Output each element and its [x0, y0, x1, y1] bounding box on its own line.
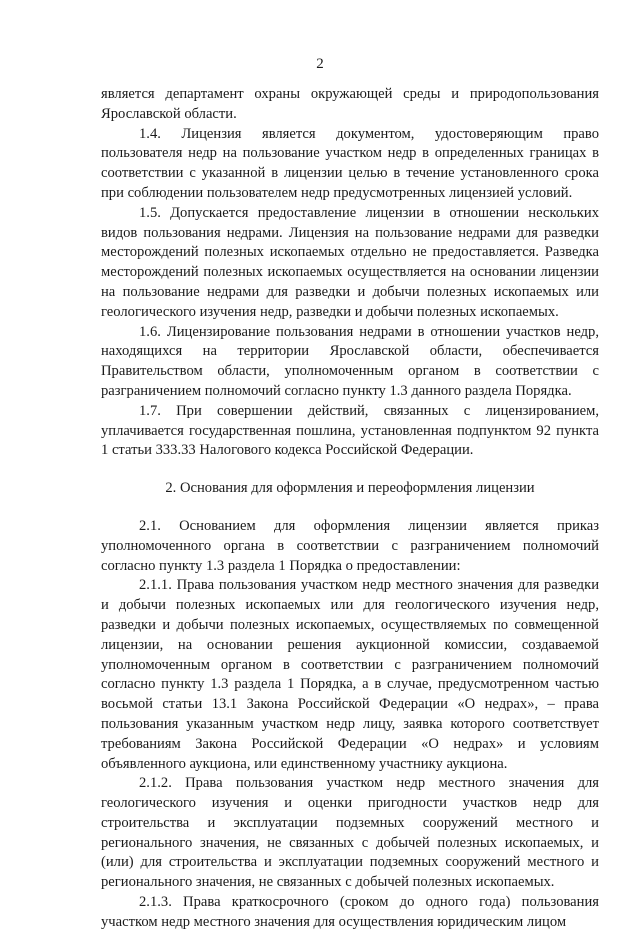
paragraph-2-1-1: 2.1.1. Права пользования участком недр местного значения для разведки и добычи полезных ископаемых или для геологического изучения недр, разведки и добычи полезных ископаемых, осуществляемых по совмещенной лицензии, на основании решения аукционной комиссии, создаваемой уполномоченным органом в соответствии с разграничением полномочий согласно пункту 1.3 раздела 1 Порядка, а в случае, предусмотренном частью восьмой статьи 13.1 Закона Российской Федерации «О недрах», – права пользования указанным участком недр лицу, заявка которого соответствует требованиям Закона Российской Федерации «О недрах» и условиям объявленного аукциона, или единственному участнику аукциона.	[101, 577, 599, 772]
paragraph-1-7: 1.7. При совершении действий, связанных с лицензированием, уплачивается государственная пошлина, установленная подпунктом 92 пункта 1 статьи 333.33 Налогового кодекса Российской Федерации.	[101, 402, 599, 459]
document-body	[101, 85, 599, 933]
page-number: 2	[316, 56, 324, 72]
paragraph-2-1: 2.1. Основанием для оформления лицензии является приказ уполномоченного органа в соответствии с разграничением полномочий согласно пункту 1.3 раздела 1 Порядка о предоставлении:	[101, 517, 599, 574]
paragraph-2-1-2: 2.1.2. Права пользования участком недр местного значения для геологического изучения и оценки пригодности участков недр для строительства и эксплуатации подземных сооружений местного и регионального значения, не связанных с добычей полезных ископаемых, и (или) для строительства и эксплуатации подземных сооружений местного и регионального значения, не связанных с добычей полезных ископаемых.	[101, 775, 599, 891]
paragraph-1-5: 1.5. Допускается предоставление лицензии в отношении нескольких видов пользования недрами. Лицензия на пользование недрами для разведки месторождений полезных ископаемых отдельно не предоставляется. Разведка месторождений полезных ископаемых осуществляется на основании лицензии на пользование недрами для разведки и добычи полезных ископаемых или геологического изучения недр, разведки и добычи полезных ископаемых.	[101, 204, 599, 320]
paragraph-1-4: 1.4. Лицензия является документом, удостоверяющим право пользователя недр на пользование участком недр в определенных границах в соответствии с указанной в лицензии целью в течение установленного срока при соблюдении пользователем недр предусмотренных лицензией условий.	[101, 125, 599, 201]
paragraph-1-6: 1.6. Лицензирование пользования недрами в отношении участков недр, находящихся на территории Ярославской области, обеспечивается Правительством области, уполномоченным органом в соответствии с разграничением полномочий согласно пункту 1.3 данного раздела Порядка.	[101, 323, 599, 399]
paragraph-continuation: является департамент охраны окружающей среды и природопользования Ярославской области.	[101, 86, 599, 122]
paragraph-2-1-3: 2.1.3. Права краткосрочного (сроком до одного года) пользования участком недр местного значения для осуществления юридическим лицом	[101, 894, 599, 930]
section-heading: 2. Основания для оформления и переоформления лицензии	[165, 480, 535, 497]
